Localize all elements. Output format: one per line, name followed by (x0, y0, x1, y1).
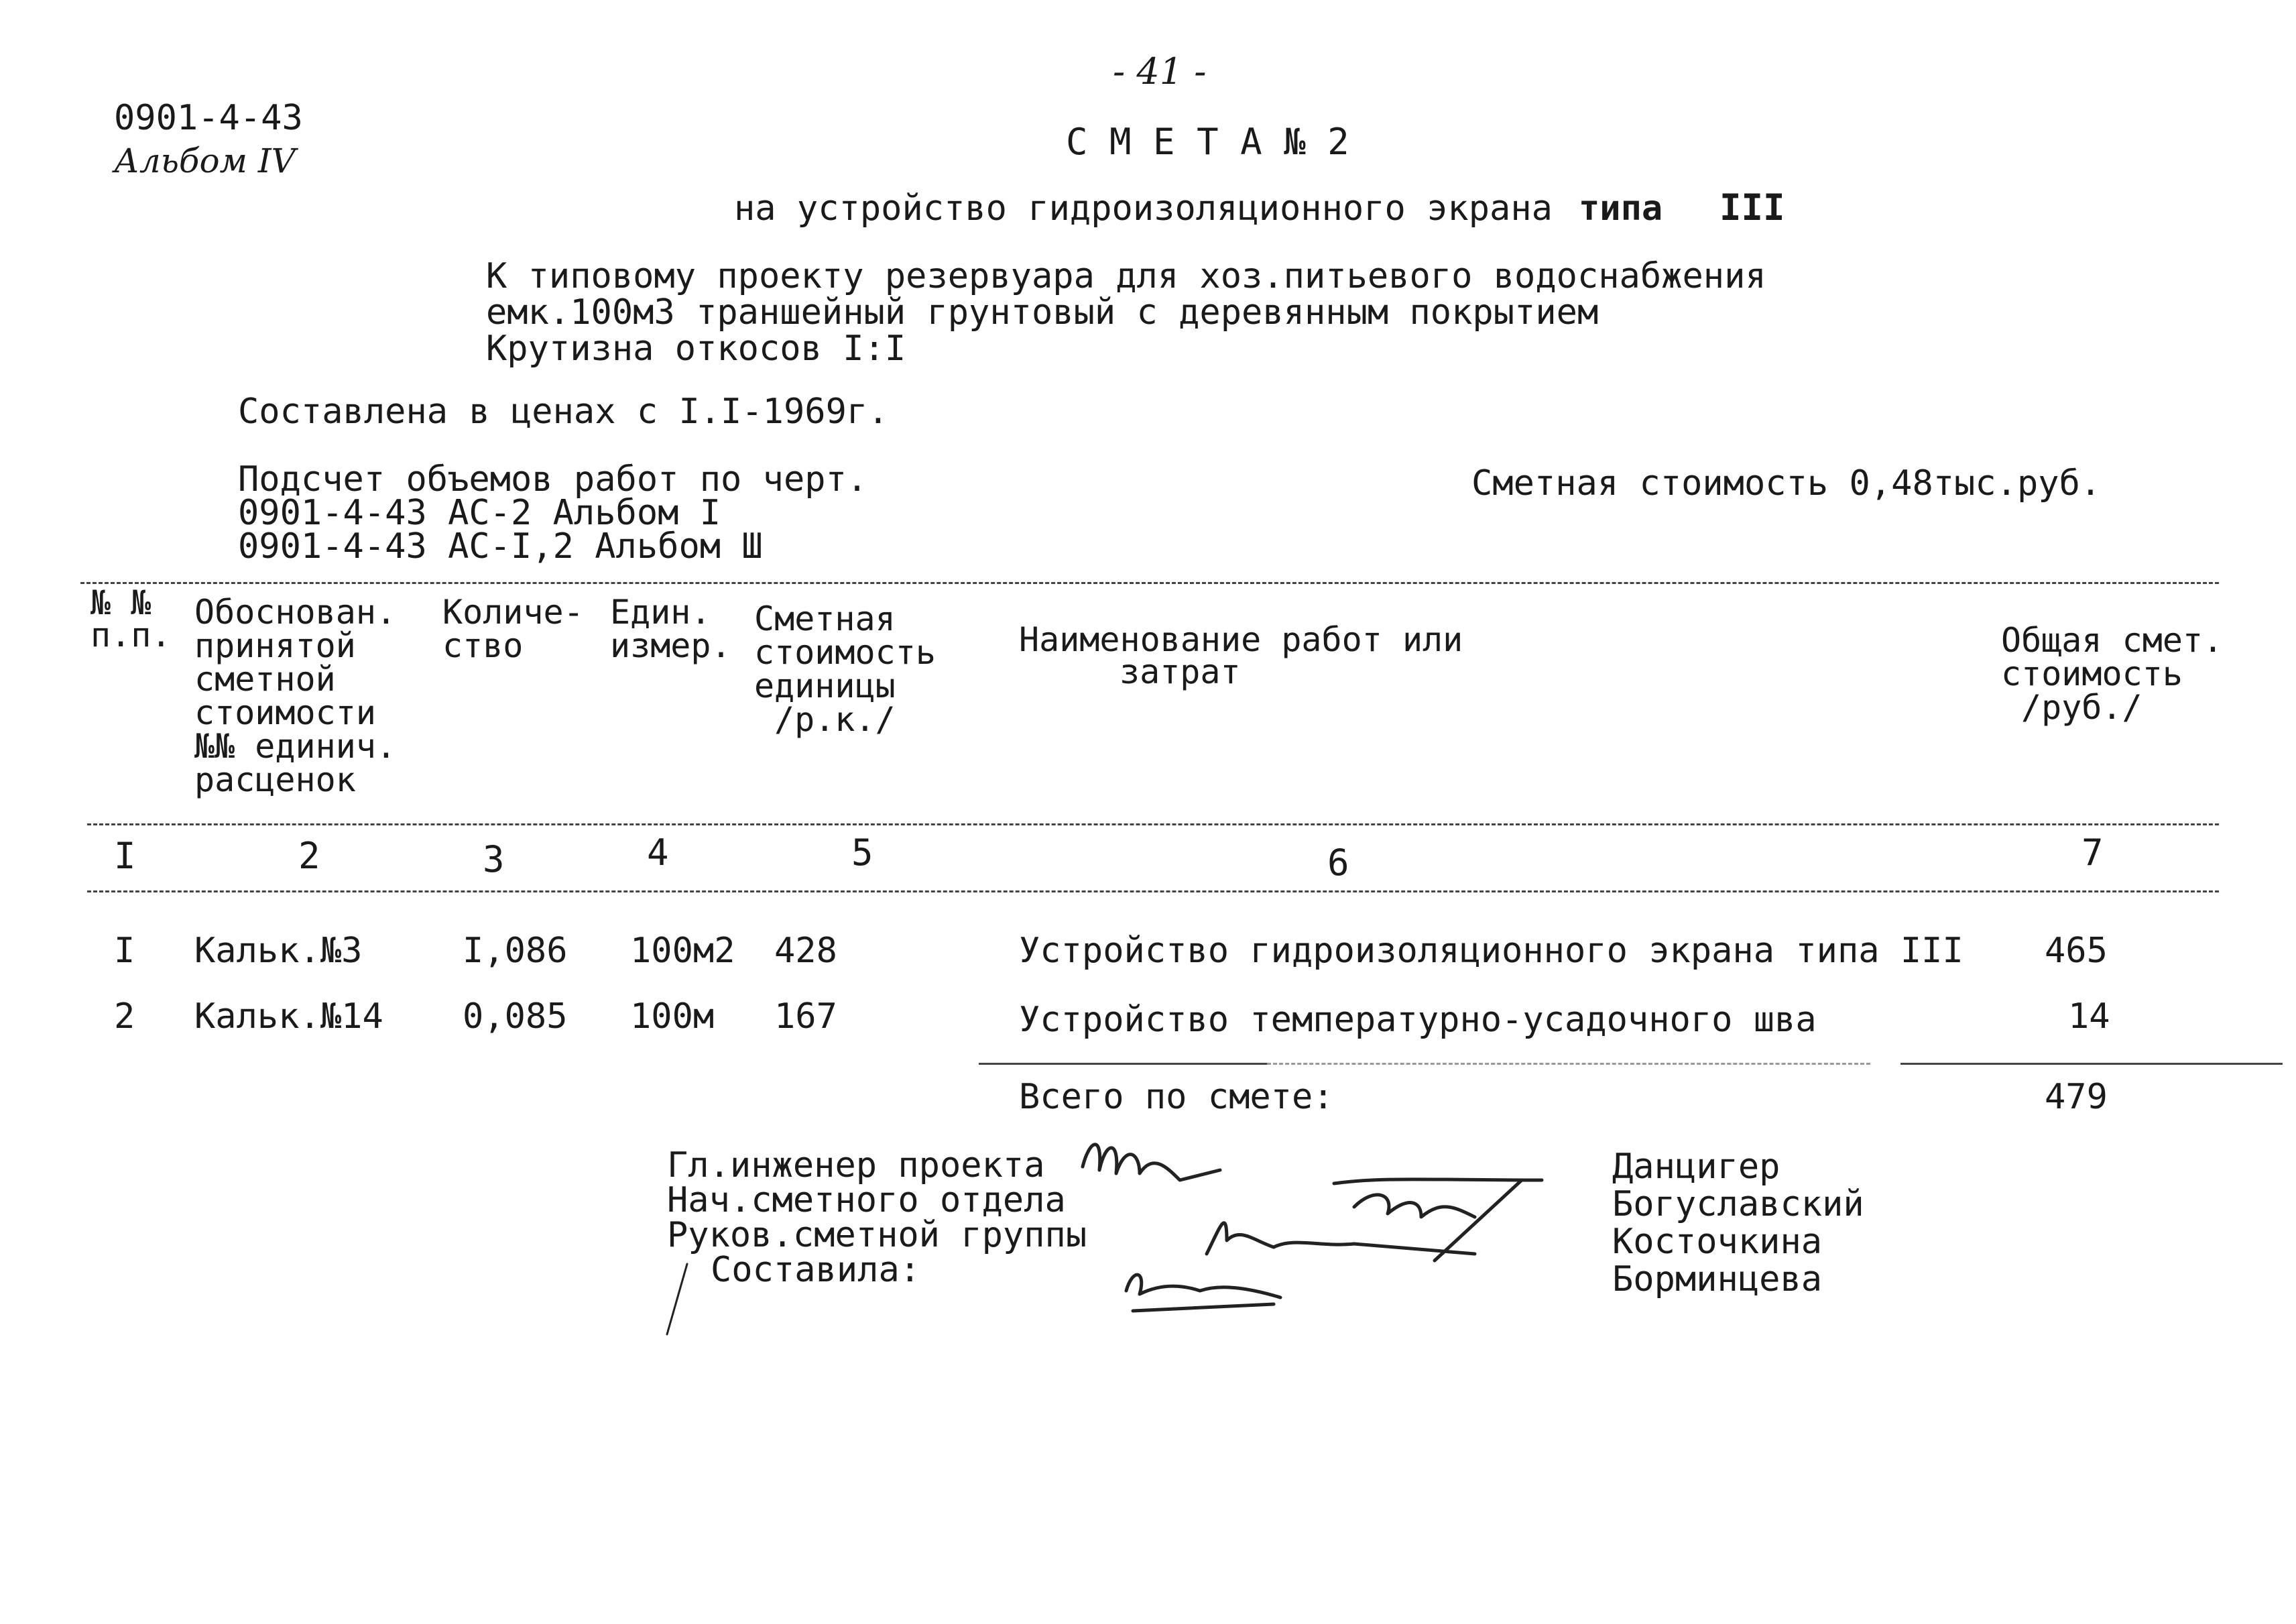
column-number: I (114, 835, 136, 877)
signature-role: Гл.инженер проекта (667, 1145, 1045, 1185)
project-desc-line: К типовому проекту резервуара для хоз.питьевого водоснабжения (486, 256, 1766, 296)
row-basis: Кальк.№3 (194, 931, 363, 971)
signature-name: Богуславский (1612, 1184, 1864, 1224)
header-line: Един. (610, 593, 711, 632)
row-total: 14 (2068, 996, 2110, 1037)
project-code: 0901-4-43 (114, 98, 303, 138)
estimated-cost: Сметная стоимость 0,48тыс.руб. (1471, 463, 2102, 504)
header-line: /р.к./ (774, 700, 896, 739)
row-unit-cost: 167 (774, 996, 837, 1037)
signature-role: Нач.сметного отдела (667, 1180, 1066, 1220)
header-line: Количе- (442, 593, 584, 632)
column-number: 4 (647, 831, 669, 874)
header-line: стоимости (194, 693, 376, 732)
header-line: Наименование работ или (1019, 620, 1463, 659)
project-desc-line: емк.100м3 траншейный грунтовый с деревянным покрытием (486, 292, 1599, 333)
header-line: /руб./ (2021, 688, 2142, 727)
row-quantity: I,086 (463, 931, 568, 971)
volume-calc-line: 0901-4-43 АС-2 Альбом I (238, 493, 721, 533)
column-number: 2 (298, 835, 320, 877)
signature-stroke (667, 1264, 687, 1334)
header-line: № № (90, 583, 152, 622)
row-unit-cost: 428 (774, 931, 837, 971)
row-quantity: 0,085 (463, 996, 568, 1037)
header-line: стоимость (2001, 654, 2183, 693)
volume-calc-line: Подсчет объемов работ по черт. (238, 459, 868, 500)
signature-name: Данцигер (1612, 1147, 1780, 1187)
header-line: №№ единич. (194, 727, 397, 766)
row-basis: Кальк.№14 (194, 996, 383, 1037)
row-work-name: Устройство гидроизоляционного экрана типа III (1019, 931, 1963, 971)
signature-stroke (1334, 1179, 1542, 1217)
header-line: п.п. (90, 616, 172, 654)
project-desc-line: Крутизна откосов I:I (486, 329, 906, 369)
header-line: сметной (194, 660, 336, 699)
header-line: Сметная (754, 599, 896, 638)
header-line: ство (442, 626, 524, 665)
header-line: единицы (754, 666, 896, 705)
header-line: стоимость (754, 633, 936, 672)
total-value: 479 (2045, 1077, 2108, 1117)
row-work-name: Устройство температурно-усадочного шва (1019, 1000, 1817, 1040)
header-line: расценок (194, 760, 356, 799)
signature-role: Составила: (711, 1250, 921, 1290)
total-label: Всего по смете: (1019, 1077, 1334, 1117)
signature-stroke (1083, 1145, 1220, 1180)
estimate-type-label: типа (1579, 188, 1663, 229)
column-number: 5 (851, 831, 873, 874)
row-number: I (114, 931, 135, 971)
row-total: 465 (2045, 931, 2108, 971)
row-unit: 100м (630, 996, 715, 1037)
volume-calc-line: 0901-4-43 АС-I,2 Альбом Ш (238, 526, 763, 567)
header-line: измер. (610, 626, 731, 665)
prices-basis: Составлена в ценах с I.I-1969г. (238, 392, 889, 432)
column-number: 7 (2081, 831, 2104, 874)
signature-role: Руков.сметной группы (667, 1215, 1087, 1255)
header-line: затрат (1120, 652, 1241, 691)
header-line: принятой (194, 626, 356, 665)
estimate-subject: на устройство гидроизоляционного экрана (734, 188, 1553, 229)
estimate-title: С М Е Т А № 2 (1066, 121, 1349, 163)
header-line: Общая смет. (2001, 621, 2224, 660)
signature-stroke (1207, 1223, 1475, 1254)
column-number: 6 (1327, 842, 1349, 884)
page-number: - 41 - (1113, 50, 1207, 93)
album-label: Альбом IV (114, 141, 296, 180)
column-number: 3 (483, 838, 505, 880)
header-line: Обоснован. (194, 593, 397, 632)
row-unit: 100м2 (630, 931, 735, 971)
estimate-type-value: III (1719, 186, 1785, 229)
signature-stroke (1126, 1275, 1280, 1311)
signature-name: Косточкина (1612, 1222, 1823, 1262)
signature-stroke (1435, 1180, 1522, 1261)
row-number: 2 (114, 996, 135, 1037)
signature-name: Борминцева (1612, 1259, 1823, 1299)
